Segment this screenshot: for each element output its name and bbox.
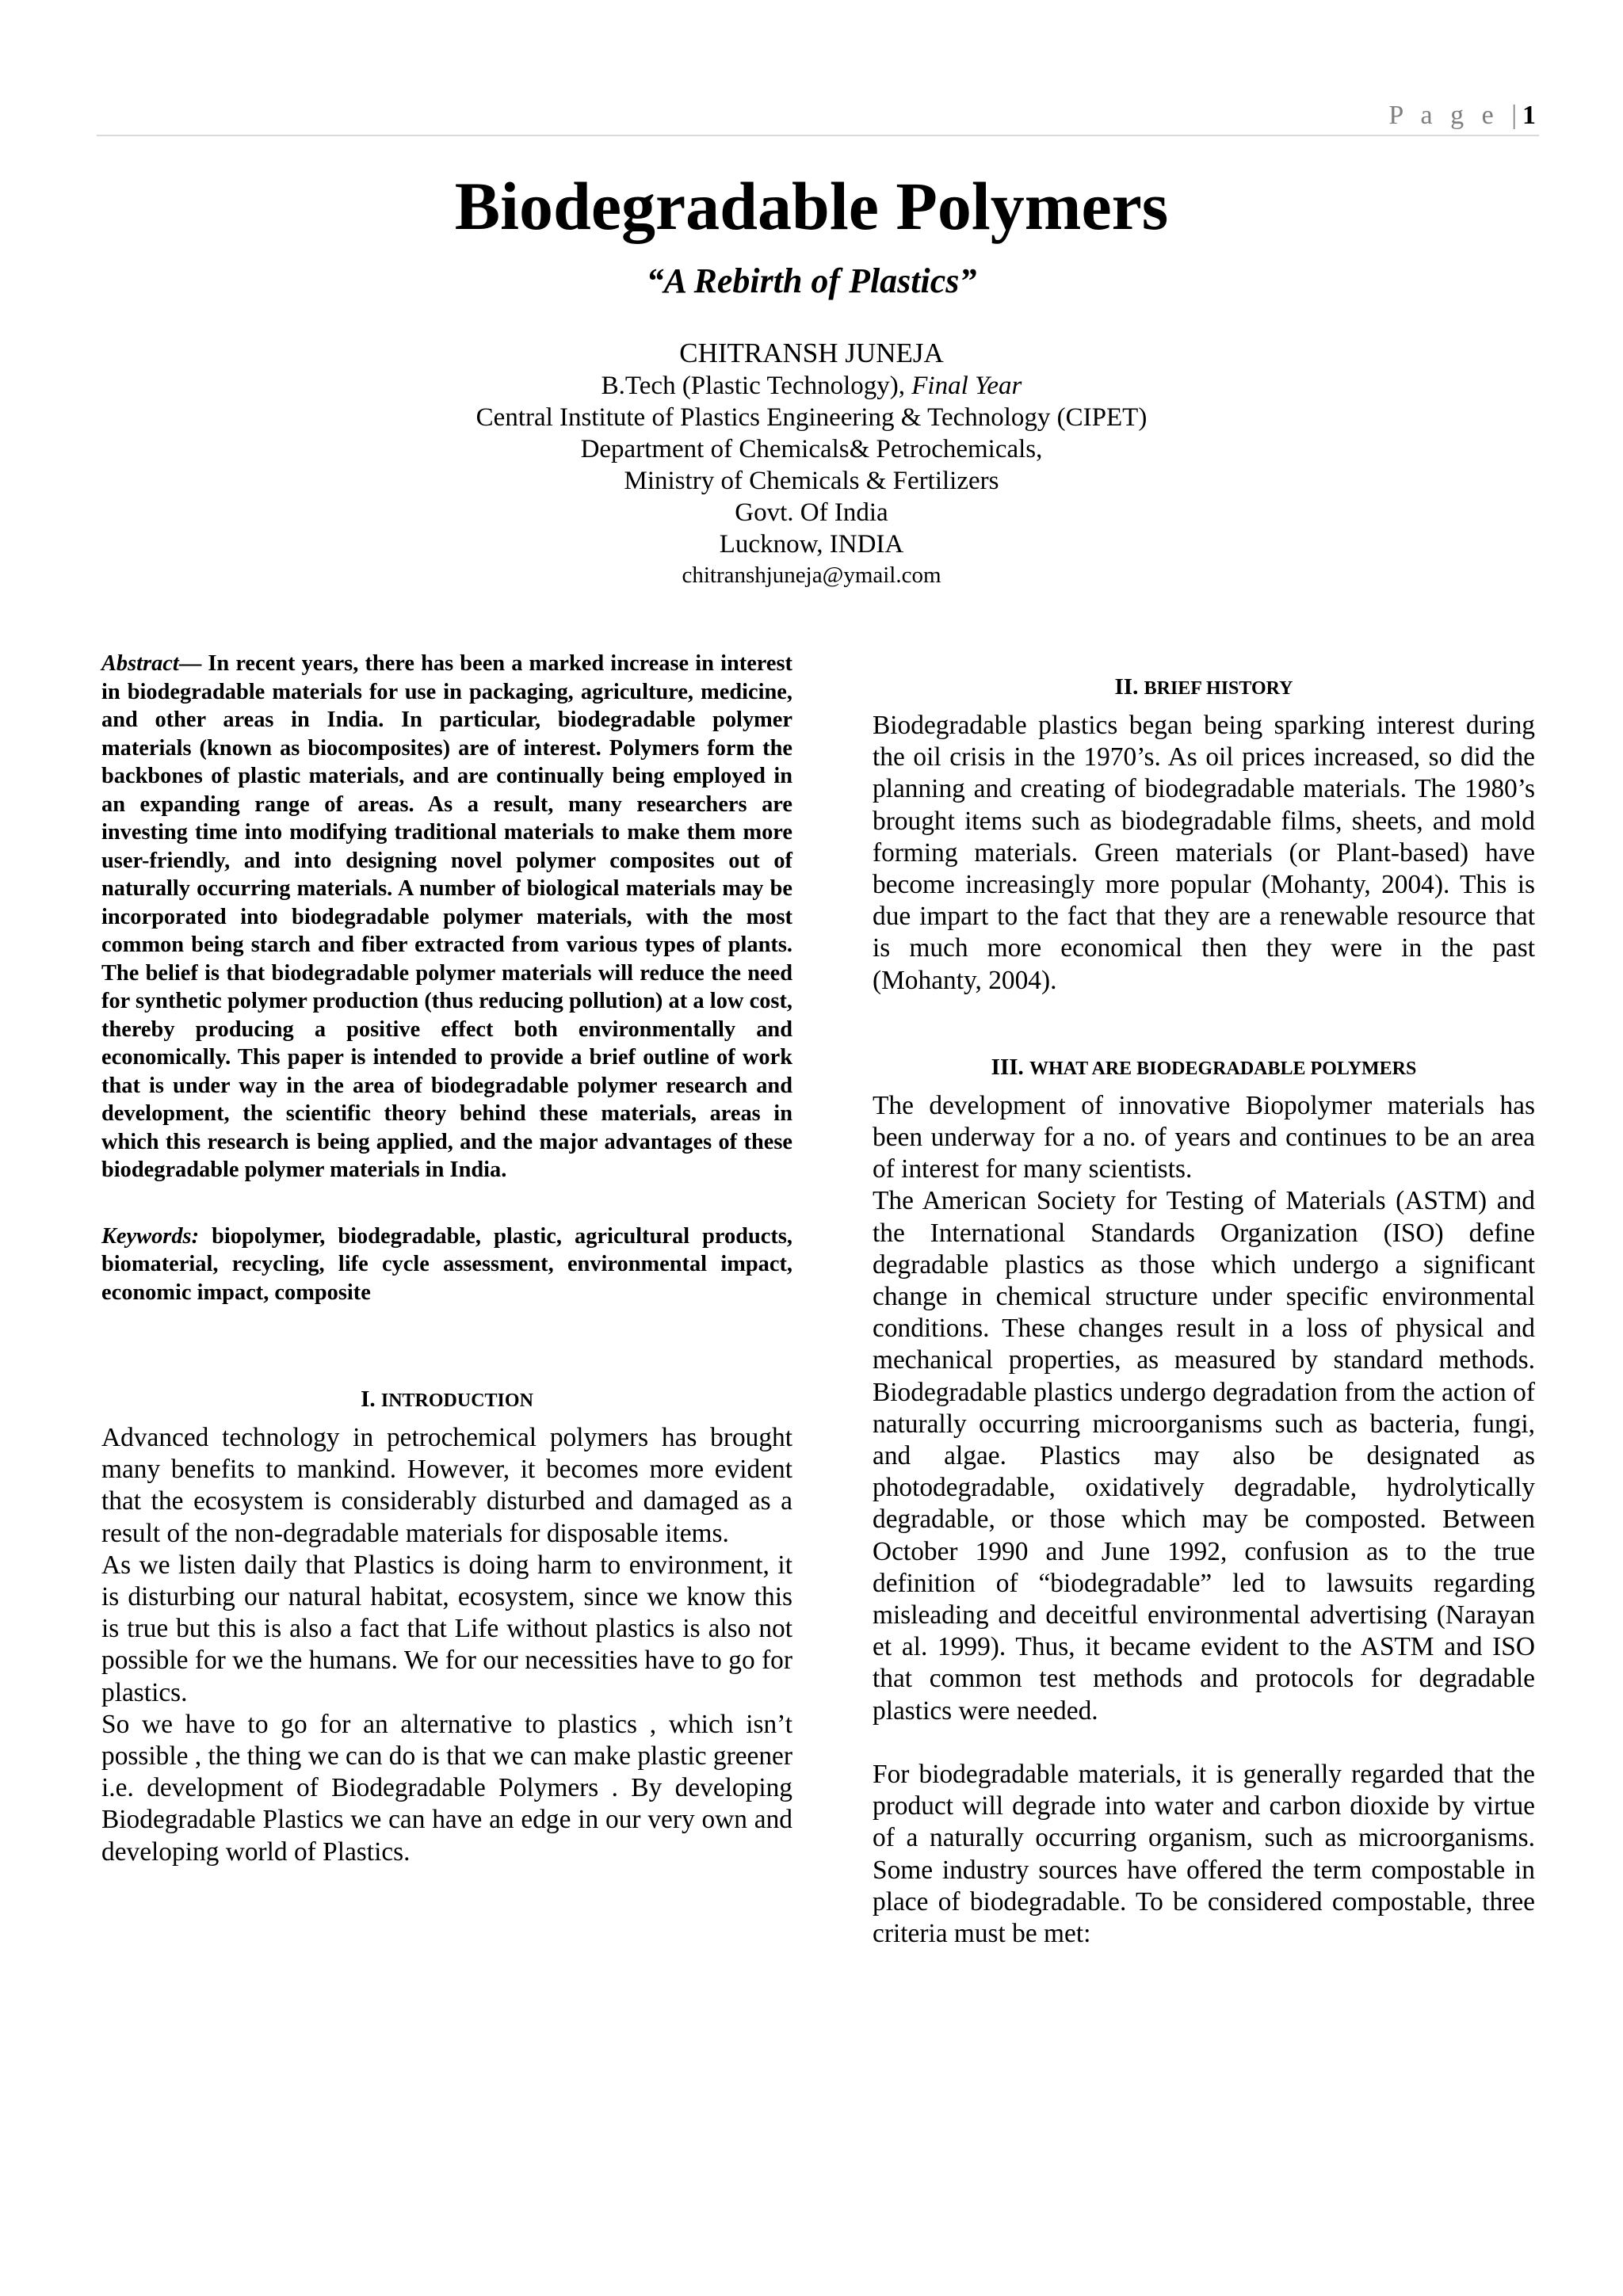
affiliation-line: Lucknow, INDIA [719,530,904,559]
paragraph: Advanced technology in petrochemical polymers has brought many benefits to mankind. However, it becomes more evident that the ecosystem is considerably disturbed and damaged as a result of the non-degradable materials for disposable items. [101,1423,792,1548]
keywords [101,1222,792,1307]
paragraph: As we listen daily that Plastics is doing harm to environment, it is disturbing our natural habitat, ecosystem, since we know this is true but this is also a fact that Life without plastics is also not possible for we the humans. We for our necessities have to go for plastics. [101,1550,792,1707]
abstract-text: — In recent years, there has been a marked increase in interest in biodegradable materials for use in packaging, agriculture, medicine, and other areas in India. In particular, biodegradable polymer materials (known as biocomposites) are of interest. Polymers form the backbones of plastic materials, and are continually being employed in an expanding range of areas. As a result, many researchers are investing time into modifying traditional materials to make them more user-friendly, and into designing novel polymer composites out of naturally occurring materials. A number of biological materials may be incorporated into biodegradable polymer materials, with the most common being starch and fiber extracted from various types of plants. The belief is that biodegradable polymer materials will reduce the need for synthetic polymer production (thus reducing pollution) at a low cost, thereby producing a positive effect both environmentally and economically. This paper is intended to provide a brief outline of work that is under way in the area of biodegradable polymer research and development, the scientific theory behind these materials, areas in which this research is being applied, and the major advantages of these biodegradable polymer materials in India. [101,651,792,1182]
section-numeral: II. [1114,674,1144,700]
section-heading-brief-history [873,672,1535,704]
section-heading-introduction [101,1384,792,1416]
keywords-label: Keywords: [101,1223,200,1249]
paragraph: So we have to go for an alternative to plastics , which isn’t possible , the thing we can do is that we can make plastic greener i.e. development of Biodegradable Polymers . By developing Biodegradable Plastics we can have an edge in our very own and developing world of Plastics. [101,1709,792,1867]
section-heading-what-are-biodegradable-polymers [873,1052,1535,1084]
title-block [0,162,1623,590]
keywords-text: biopolymer, biodegradable, plastic, agricultural products, biomaterial, recycling, life cycle assessment, environmental impact, economic impact, composite [101,1223,792,1305]
section-numeral: III. [991,1054,1030,1080]
paper-subtitle: “A Rebirth of Plastics” [646,261,977,300]
abstract-label: Abstract [101,651,179,676]
affiliation-line: Central Institute of Plastics Engineering & Technology (CIPET) [475,403,1148,432]
paragraph: The development of innovative Biopolymer materials has been underway for a no. of years and continues to be an area of interest for many scientists. [873,1090,1535,1184]
year-text: Final Year [911,372,1022,400]
page-number-label [1388,97,1536,135]
page-header [97,97,1539,136]
affiliation-line: Govt. Of India [735,498,888,527]
paragraph: The American Society for Testing of Materials (ASTM) and the International Standards Organization (ISO) define degradable plastics as those which undergo a significant change in chemical structure under specific environmental conditions. These changes result in a loss of physical and mechanical properties, as measured by standard methods. Biodegradable plastics undergo degradation from the action of naturally occurring microorganisms such as bacteria, fungi, and algae. Plastics may also be designated as photodegradable, oxidatively degradable, hydrolytically degradable, or those which may be composted. Between October 1990 and June 1992, confusion as to the true definition of “biodegradable” led to lawsuits regarding misleading and deceitful environmental advertising (Narayan et al. 1999). Thus, it became evident to the ASTM and ISO that common test methods and protocols for degradable plastics were needed. [873,1186,1535,1726]
page-number: 1 [1522,101,1536,130]
paper-title: Biodegradable Polymers [454,168,1169,244]
section-numeral: I. [361,1386,381,1412]
section-title: BRIEF HISTORY [1144,678,1293,699]
abstract [101,650,792,1184]
paragraph: Biodegradable plastics began being sparking interest during the oil crisis in the 1970’s. As oil prices increased, so did the planning and creating of biodegradable materials. The 1980’s brought items such as biodegradable films, sheets, and mold forming materials. Green materials (or Plant-based) have become increasingly more popular (Mohanty, 2004). This is due impart to the fact that they are a renewable resource that is much more economical then they were in the past (Mohanty, 2004). [873,711,1535,995]
section-title: INTRODUCTION [380,1390,533,1411]
author-degree [0,370,1623,402]
paragraph: For biodegradable materials, it is generally regarded that the product will degrade into water and carbon dioxide by virtue of a naturally occurring organism, such as microorganisms. Some industry sources have offered the term compostable in place of biodegradable. To be considered compostable, three criteria must be met: [873,1759,1535,1948]
author-email: chitranshjuneja@ymail.com [682,563,941,588]
affiliation-line: Ministry of Chemicals & Fertilizers [624,467,999,495]
page-label-text: P a g e | [1388,101,1522,130]
right-column [873,650,1535,1950]
affiliation-line: Department of Chemicals& Petrochemicals, [580,435,1043,463]
section-title: WHAT ARE BIODEGRADABLE POLYMERS [1029,1058,1417,1079]
author-name: CHITRANSH JUNEJA [679,338,944,368]
left-column [101,650,792,1868]
degree-text: B.Tech (Plastic Technology), [601,372,906,400]
